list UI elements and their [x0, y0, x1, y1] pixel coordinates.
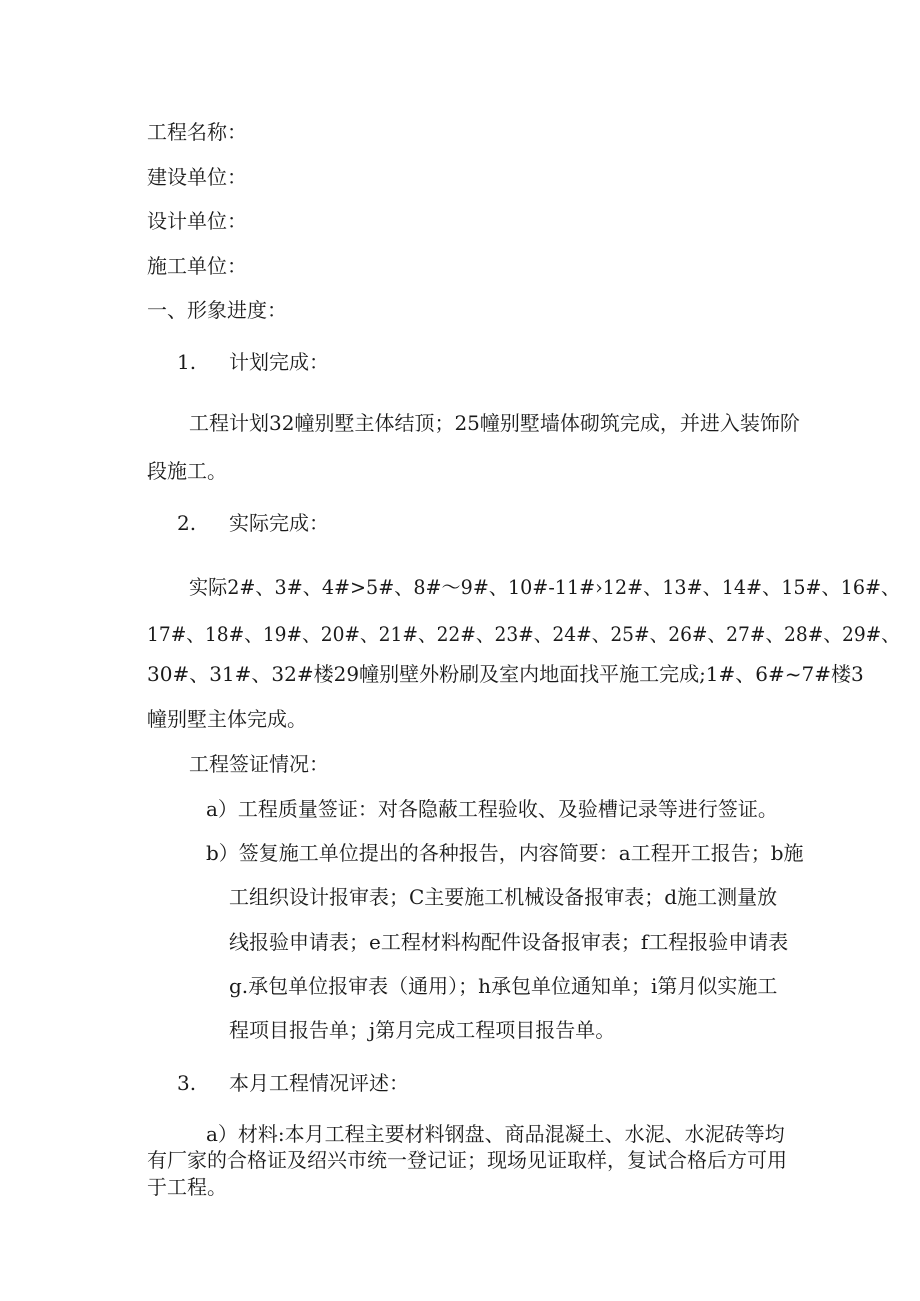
- item-number-3: 3.: [177, 1071, 197, 1095]
- actual-text-line: 17#、18#、19#、20#、21#、22#、23#、24#、25#、26#、27#、28#、29#、: [147, 622, 900, 646]
- actual-text-line: 实际2#、3#、4#>5#、8#～9#、10#-11#›12#、13#、14#、15#、16#、: [189, 575, 901, 599]
- actual-text-line: 幢别墅主体完成。: [147, 707, 307, 731]
- visa-item-a: a）工程质量签证：对各隐蔽工程验收、及验槽记录等进行签证。: [206, 797, 778, 821]
- construction-unit-label: 建设单位：: [147, 165, 247, 189]
- actual-text-line: 30#、31#、32#楼29幢别壁外粉刷及室内地面找平施工完成;1#、6#~7#楼3: [147, 662, 864, 686]
- item-title-planned: 计划完成：: [229, 350, 329, 374]
- project-name-label: 工程名称：: [147, 120, 247, 144]
- item-title-review: 本月工程情况评述：: [229, 1071, 409, 1095]
- design-unit-label: 设计单位：: [147, 209, 247, 233]
- review-text-line: 于工程。: [147, 1175, 227, 1199]
- builder-unit-label: 施工单位：: [147, 254, 247, 278]
- item-number-2: 2.: [177, 511, 197, 535]
- visa-item-b-line: 工组织设计报审表；C主要施工机械设备报审表；d施工测量放: [229, 885, 778, 909]
- planned-text-line: 段施工。: [147, 459, 227, 483]
- section-title-progress: 一、形象进度：: [147, 298, 287, 322]
- item-number-1: 1.: [177, 350, 197, 374]
- visa-item-b-line: 线报验申请表；e工程材料构配件设备报审表；f工程报验申请表: [229, 930, 789, 954]
- planned-text-line: 工程计划32幢别墅主体结顶；25幢别墅墙体砌筑完成，并进入装饰阶: [189, 411, 800, 435]
- item-title-actual: 实际完成：: [229, 511, 329, 535]
- visa-item-b-line: b）签复施工单位提出的各种报告，内容简要：a工程开工报告；b施: [206, 841, 804, 865]
- visa-item-b-line: 程项目报告单；j第月完成工程项目报告单。: [229, 1018, 616, 1042]
- visa-item-b-line: g.承包单位报审表（通用）；h承包单位通知单；i第月似实施工: [229, 974, 778, 998]
- review-text-line: a）材料:本月工程主要材料钢盘、商品混凝土、水泥、水泥砖等均: [206, 1122, 785, 1146]
- visa-title: 工程签证情况：: [189, 752, 329, 776]
- review-text-line: 有厂家的合格证及绍兴市统一登记证；现场见证取样，复试合格后方可用: [147, 1148, 787, 1172]
